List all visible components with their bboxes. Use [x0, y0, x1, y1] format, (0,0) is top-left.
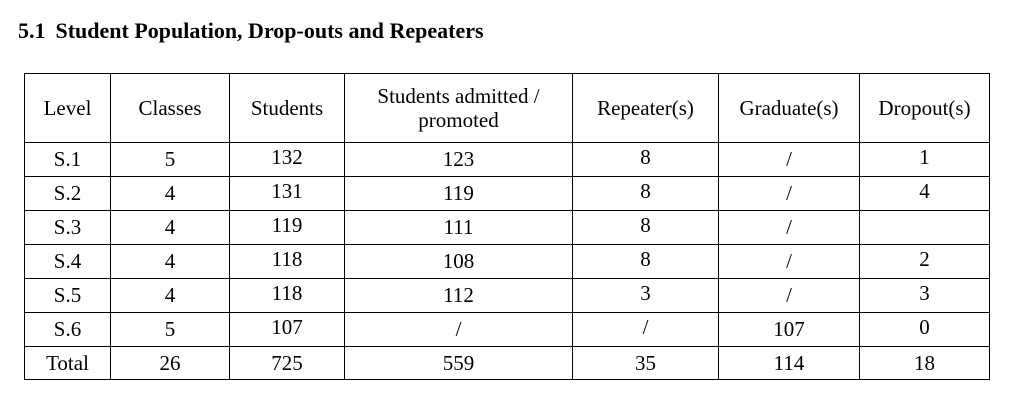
cell-repeaters	[573, 313, 719, 347]
cell-graduates: /	[719, 177, 860, 211]
cell-admitted: 123	[345, 143, 573, 177]
cell-graduates: /	[719, 245, 860, 279]
header-students: Students	[230, 74, 345, 143]
cell-dropouts	[860, 279, 990, 313]
header-dropouts: Dropout(s)	[860, 74, 990, 143]
header-graduates: Graduate(s)	[719, 74, 860, 143]
cell-repeaters	[573, 143, 719, 177]
header-admitted-line2: promoted	[418, 108, 499, 132]
cell-students	[230, 177, 345, 211]
cell-repeaters-value: 8	[640, 179, 651, 204]
cell-graduates: 107	[719, 313, 860, 347]
section-heading	[18, 18, 484, 44]
cell-level: S.5	[25, 279, 111, 313]
cell-students	[230, 313, 345, 347]
cell-students	[230, 279, 345, 313]
cell-repeaters-value: 8	[640, 213, 651, 238]
cell-graduates: /	[719, 143, 860, 177]
cell-students	[230, 143, 345, 177]
cell-dropouts-value: 2	[919, 247, 930, 272]
header-level: Level	[25, 74, 111, 143]
total-graduates: 114	[719, 347, 860, 380]
header-classes: Classes	[111, 74, 230, 143]
header-repeaters: Repeater(s)	[573, 74, 719, 143]
cell-repeaters	[573, 279, 719, 313]
cell-classes: 4	[111, 177, 230, 211]
total-repeaters: 35	[573, 347, 719, 380]
cell-dropouts-value: 0	[919, 315, 930, 340]
table-row	[25, 313, 990, 347]
cell-level: S.2	[25, 177, 111, 211]
cell-admitted: 112	[345, 279, 573, 313]
total-classes: 26	[111, 347, 230, 380]
header-admitted	[345, 74, 573, 143]
cell-students-value: 131	[271, 179, 303, 204]
cell-level: S.6	[25, 313, 111, 347]
table-body	[25, 143, 990, 380]
cell-repeaters	[573, 211, 719, 245]
cell-graduates: /	[719, 211, 860, 245]
table-row	[25, 245, 990, 279]
cell-dropouts	[860, 245, 990, 279]
cell-level: S.3	[25, 211, 111, 245]
table-row	[25, 279, 990, 313]
total-admitted: 559	[345, 347, 573, 380]
cell-students	[230, 245, 345, 279]
cell-dropouts	[860, 177, 990, 211]
cell-dropouts	[860, 313, 990, 347]
cell-repeaters	[573, 245, 719, 279]
cell-graduates: /	[719, 279, 860, 313]
total-students: 725	[230, 347, 345, 380]
total-row	[25, 347, 990, 380]
cell-dropouts-value: 1	[919, 145, 930, 170]
total-level: Total	[25, 347, 111, 380]
table-row	[25, 143, 990, 177]
cell-dropouts	[860, 211, 990, 245]
cell-admitted: 108	[345, 245, 573, 279]
section-title: Student Population, Drop-outs and Repeaters	[55, 18, 484, 43]
cell-level: S.1	[25, 143, 111, 177]
cell-repeaters-value: 8	[640, 145, 651, 170]
cell-classes: 5	[111, 143, 230, 177]
table-row	[25, 211, 990, 245]
cell-students-value: 132	[271, 145, 303, 170]
student-population-table	[24, 73, 990, 380]
table-row	[25, 177, 990, 211]
cell-dropouts	[860, 143, 990, 177]
cell-classes: 4	[111, 211, 230, 245]
cell-dropouts-value: 4	[919, 179, 930, 204]
cell-dropouts-value: 3	[919, 281, 930, 306]
cell-repeaters-value: 3	[640, 281, 651, 306]
cell-classes: 5	[111, 313, 230, 347]
table-header	[25, 74, 990, 143]
section-number: 5.1	[18, 18, 46, 43]
total-dropouts: 18	[860, 347, 990, 380]
cell-students	[230, 211, 345, 245]
header-row	[25, 74, 990, 143]
cell-students-value: 118	[271, 281, 303, 306]
cell-classes: 4	[111, 279, 230, 313]
cell-repeaters-value: /	[642, 315, 649, 340]
cell-students-value: 118	[271, 247, 303, 272]
cell-students-value: 119	[271, 213, 303, 238]
cell-repeaters	[573, 177, 719, 211]
cell-students-value: 107	[271, 315, 303, 340]
cell-level: S.4	[25, 245, 111, 279]
cell-repeaters-value: 8	[640, 247, 651, 272]
cell-admitted: /	[345, 313, 573, 347]
cell-admitted: 119	[345, 177, 573, 211]
cell-classes: 4	[111, 245, 230, 279]
header-admitted-line1: Students admitted /	[377, 83, 540, 108]
cell-admitted: 111	[345, 211, 573, 245]
